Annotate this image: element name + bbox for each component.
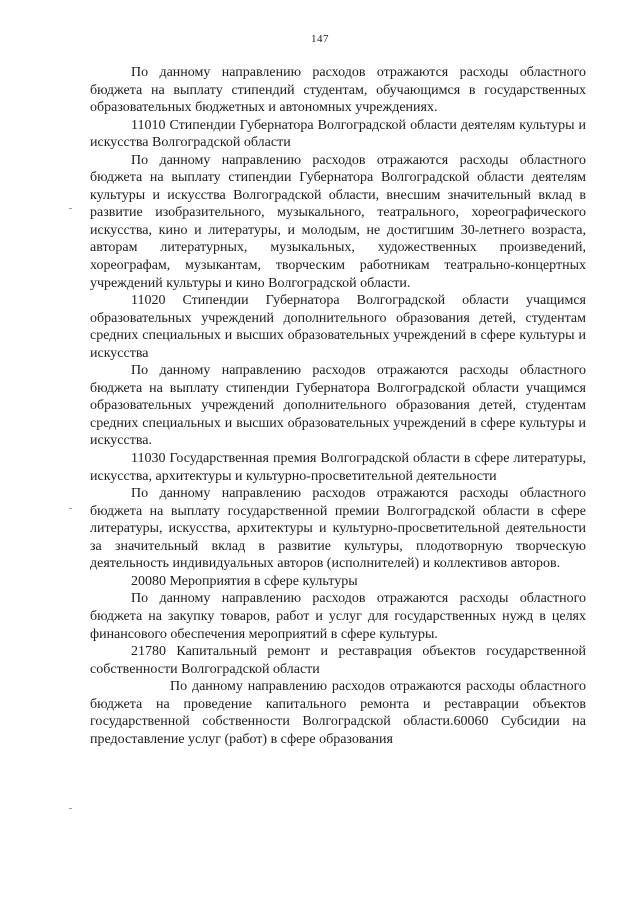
scan-mark xyxy=(69,808,72,809)
document-body xyxy=(90,64,586,748)
paragraph-11030: По данному направлению расходов отражаются расходы областного бюджета на выплату государственной премии Волгоградской области в сфере литературы, искусства, архитектуры и культурно-просветительной деятельности за значительный вклад в развитие культуры, плодотворную творческую деятельность индивидуальных авторов (исполнителей) и коллективов авторов. xyxy=(90,486,586,572)
paragraph-scholarships-general: По данному направлению расходов отражаются расходы областного бюджета на выплату стипендий студентам, обучающимся в государственных образовательных бюджетных и автономных учреждениях. xyxy=(90,65,586,116)
page-number: 147 xyxy=(311,33,329,45)
heading-11020: 11020 Стипендии Губернатора Волгоградской области учащимся образовательных учреждений дополнительного образования детей, студентам средних специальных и высших образовательных учреждений в сфере культуры и искусства xyxy=(90,293,586,361)
scan-mark xyxy=(69,508,72,509)
paragraph-11020: По данному направлению расходов отражаются расходы областного бюджета на выплату стипендии Губернатора Волгоградской области учащимся образовательных учреждений дополнительного образования детей, студентам средних специальных и высших образовательных учреждений в сфере культуры и искусства. xyxy=(90,363,586,449)
scan-mark xyxy=(69,208,72,209)
heading-11030: 11030 Государственная премия Волгоградской области в сфере литературы, искусства, архитектуры и культурно-просветительной деятельности xyxy=(90,451,586,484)
paragraph-11010: По данному направлению расходов отражаются расходы областного бюджета на выплату стипендии Губернатора Волгоградской области деятелям культуры и искусства Волгоградской области, внесшим значительный вклад в развитие изобразительного, музыкального, театрального, хореографического искусства, кино и литературы, и молодым, не достигшим 30-летнего возраста, авторам литературных, музыкальных, художественных произведений, хореографам, музыкантам, творческим работникам театрально-концертных учреждений культуры и кино Волгоградской области. xyxy=(90,152,586,291)
heading-11010: 11010 Стипендии Губернатора Волгоградской области деятелям культуры и искусства Волгоградской области xyxy=(90,117,586,151)
paragraph-20080: По данному направлению расходов отражаются расходы областного бюджета на закупку товаров, работ и услуг для государственных нужд в целях финансового обеспечения мероприятий в сфере культуры. xyxy=(90,591,586,642)
heading-21780: 21780 Капитальный ремонт и реставрация объектов государственной собственности Волгоградской области xyxy=(90,644,586,677)
paragraph-21780: По данному направлению расходов отражаются расходы областного бюджета на проведение капитального ремонта и реставрации объектов государственной собственности Волгоградской области.60060 Субсидии на предоставление услуг (работ) в сфере образования xyxy=(90,679,586,747)
heading-20080: 20080 Мероприятия в сфере культуры xyxy=(131,573,358,589)
